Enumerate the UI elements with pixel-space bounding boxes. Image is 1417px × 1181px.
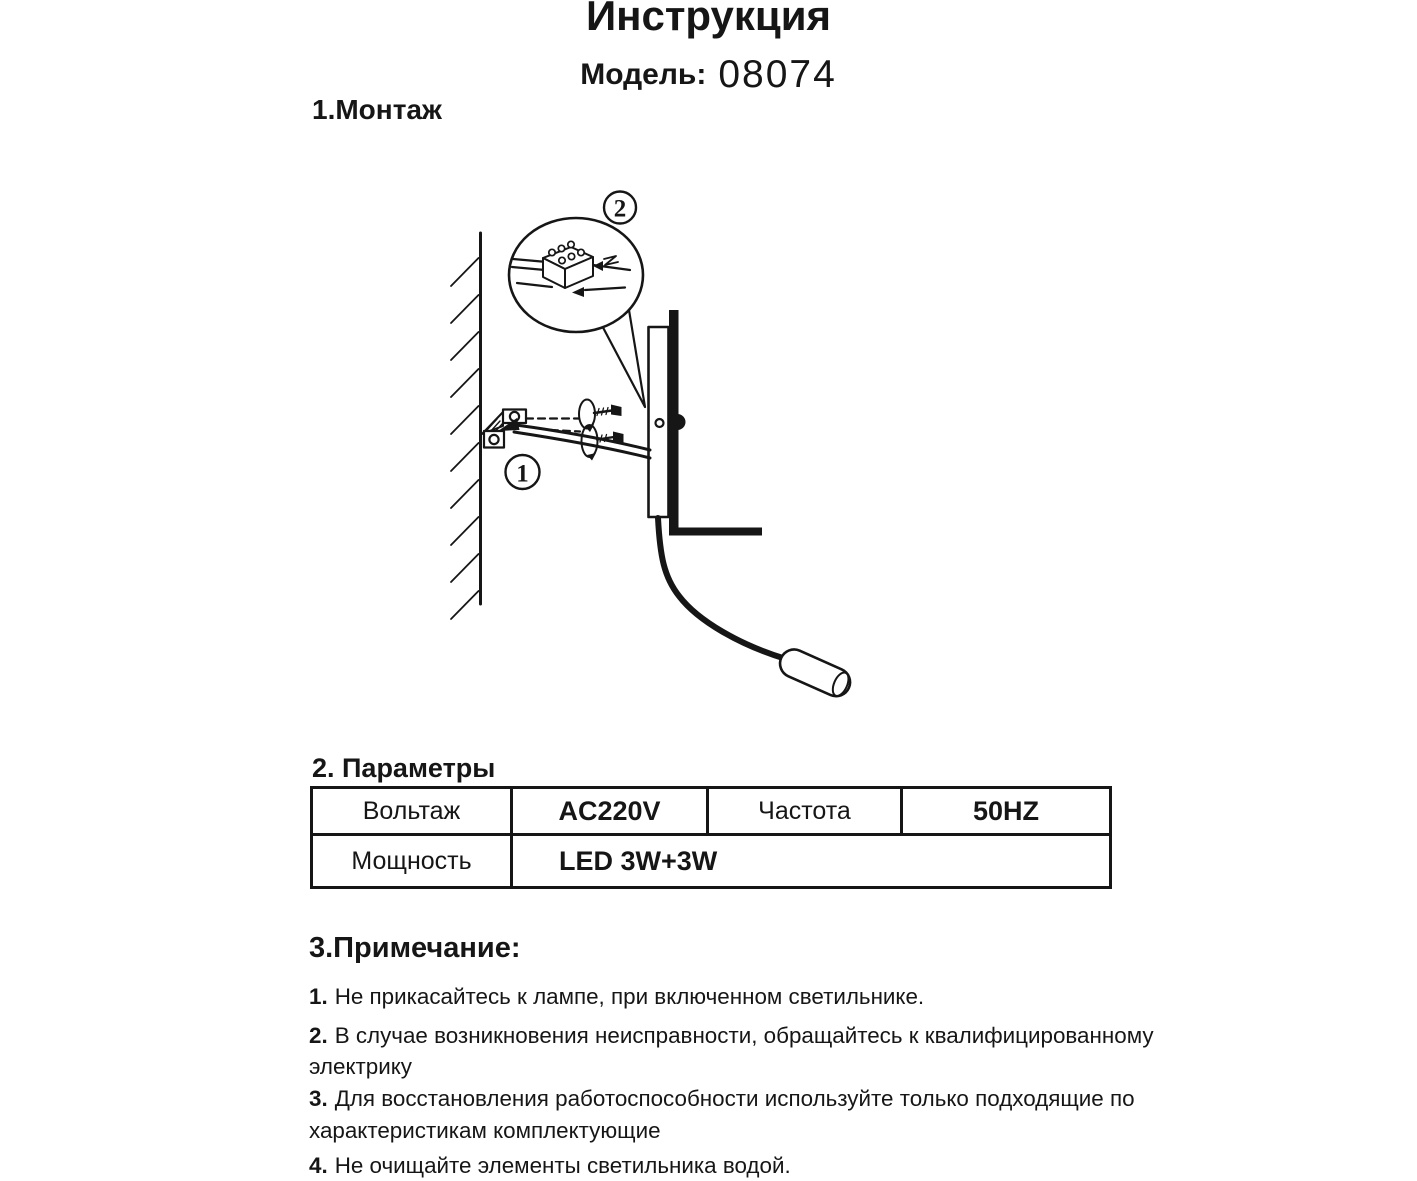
page-title: Инструкция — [585, 0, 832, 39]
callout-1-number: 1 — [516, 460, 529, 488]
param-frequency-value: 50HZ — [902, 788, 1111, 835]
backplate-hole-icon — [656, 419, 664, 427]
note-text: Для восстановления работоспособности используйте только подходящие по — [334, 1086, 1135, 1111]
model-number: 08074 — [718, 53, 837, 96]
param-power-label: Мощность — [312, 835, 512, 888]
model-line — [0, 50, 1417, 102]
wall-hatching — [451, 233, 481, 619]
note-text: Не прикасайтесь к лампе, при включенном светильнике. — [334, 984, 925, 1009]
note-text: В случае возникновения неисправности, обращайтесь к квалифицированному — [334, 1023, 1154, 1048]
callout-2-number: 2 — [613, 195, 627, 223]
note-text: электрику — [309, 1054, 412, 1079]
dashed-guide-lines — [526, 419, 580, 432]
note-number: 2. — [309, 1023, 328, 1048]
table-row — [312, 835, 1111, 888]
param-frequency-label: Частота — [708, 788, 902, 835]
note-text: характеристикам комплектующие — [309, 1118, 661, 1143]
note-item-3-continuation — [309, 1119, 1119, 1143]
section-heading-parameters: 2. Параметры — [312, 753, 496, 783]
lamp-flex-arm — [658, 518, 786, 659]
note-number: 3. — [309, 1086, 328, 1111]
section-heading-notes: 3.Примечание: — [309, 932, 521, 964]
callout-2-badge — [604, 192, 636, 224]
callout-1-badge — [506, 455, 540, 489]
param-power-value: LED 3W+3W — [512, 835, 1111, 888]
note-text: Не очищайте элементы светильника водой. — [334, 1153, 791, 1178]
terminal-block-zoom-balloon — [509, 218, 645, 407]
section-heading-montage: 1.Монтаж — [312, 94, 442, 125]
model-label: Модель: — [580, 58, 707, 91]
note-item-4 — [309, 1154, 1119, 1178]
param-voltage-value: AC220V — [512, 788, 708, 835]
param-voltage-label: Вольтаж — [312, 788, 512, 835]
lamp-head-icon — [776, 645, 855, 701]
pivot-knob-icon — [670, 414, 686, 430]
note-number: 4. — [309, 1153, 328, 1178]
note-number: 1. — [309, 984, 328, 1009]
note-item-3 — [309, 1086, 1135, 1111]
lamp-backplate — [649, 310, 763, 536]
parameters-table — [310, 786, 1112, 889]
note-item-2 — [309, 1023, 1154, 1048]
table-row — [312, 788, 1111, 835]
montage-diagram — [440, 185, 870, 710]
note-item-2-continuation — [309, 1055, 1119, 1079]
note-item-1 — [309, 985, 1119, 1009]
